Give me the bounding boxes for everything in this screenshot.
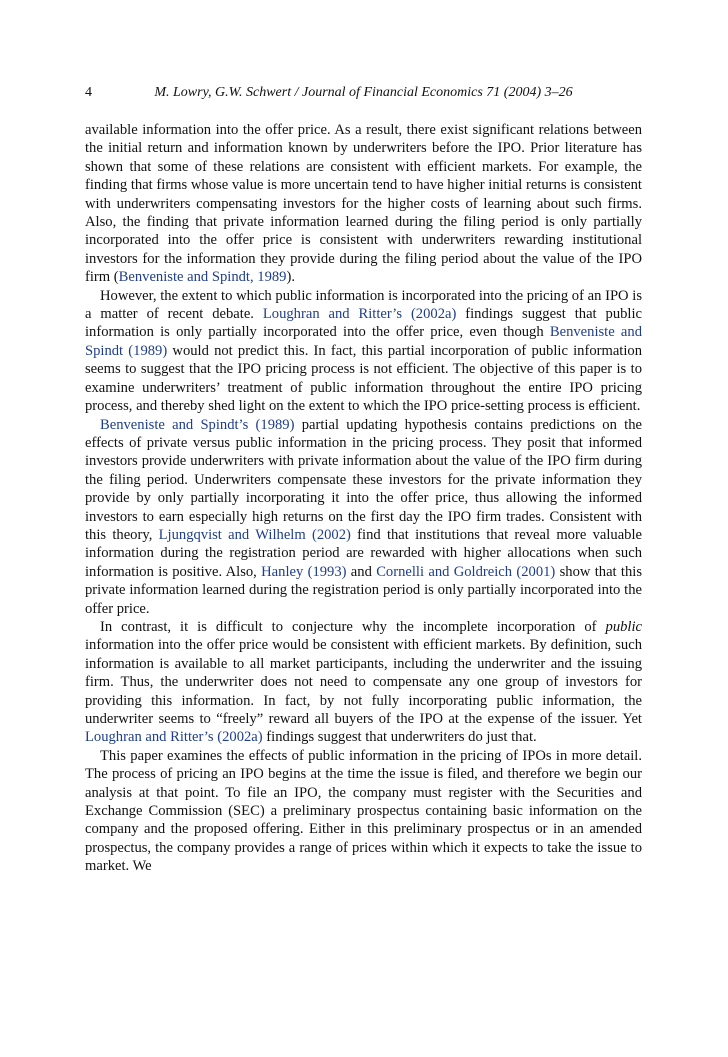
citation-link[interactable]: Cornelli and Goldreich (2001) (376, 563, 556, 580)
paragraph (85, 416, 642, 618)
body-text-run: In contrast, it is difficult to conjecture why the incomplete incorporation of (100, 618, 606, 635)
body-text-run: However, the extent to which public information is incorporated into the pricing of an IPO is a matter of recent debate. (85, 287, 642, 323)
body-text-run: show that this private information learned during the registration period is only partially incorporated into the offer price. (85, 563, 643, 617)
paragraph (85, 287, 642, 416)
citation-link[interactable]: Loughran and Ritter’s (2002a) (262, 306, 457, 323)
body-text-run: findings suggest that public information is only partially incorporated into the offer price, even though (85, 306, 642, 341)
citation-link[interactable]: Benveniste and Spindt (1989) (85, 324, 642, 359)
body-text-run: would not predict this. In fact, this partial incorporation of public information seems to suggest that the IPO pricing process is not efficient. The objective of this paper is to examine underwriters’ treatment of public information throughout the entire IPO pricing process, and thereby shed light on the extent to which the IPO price-setting process is efficient. (85, 342, 643, 415)
emphasis-text: public (605, 618, 642, 635)
running-header (85, 84, 642, 102)
body-text-run: partial updating hypothesis contains predictions on the effects of private versus public information in the pricing process. They posit that informed investors provide underwriters with private information about the value of the IPO firm during the filing period. Underwriters compensate these investors for the private information they provide by only partially incorporating it into the offer price, thus allowing the informed investors to earn especially high returns on the first day the IPO firm trades. Consistent with this theory, (85, 416, 642, 543)
body-text-run: information into the offer price would be consistent with efficient markets. By definition, such information is available to all market participants, including the underwriter and the issuing firm. Thus, the underwriter does not need to compensate any one group of investors for providing this information. In fact, by not fully incorporating public information, the underwriter seems to “freely” reward all buyers of the IPO at the expense of the issuer. Yet (85, 637, 642, 727)
body-text-run: available information into the offer price. As a result, there exist significant relations between the initial return and information known by underwriters before the IPO. Prior literature has shown that some of these relations are consistent with efficient markets. For example, the finding that firms whose value is more uncertain tend to have higher initial returns is consistent with underwriters compensating investors for the higher costs of learning about such firms. Also, the finding that private information learned during the filing period is only partially incorporated into the offer price is consistent with underwriters rewarding institutional investors for the information they provide during the filing period about the value of the IPO firm ( (85, 122, 642, 286)
body-text-run: ). (286, 269, 295, 286)
body-text-run: findings suggest that underwriters do just that. (262, 729, 537, 746)
citation-link[interactable]: Hanley (1993) (261, 563, 347, 580)
citation-link[interactable]: Benveniste and Spindt, 1989 (118, 269, 287, 286)
running-head: M. Lowry, G.W. Schwert / Journal of Financial Economics 71 (2004) 3–26 (154, 85, 573, 100)
body-text-run: find that institutions that reveal more valuable information during the registration period are rewarded with higher allocations when such information is positive. Also, (85, 526, 643, 580)
paragraph (85, 747, 642, 876)
article-body (85, 121, 642, 876)
body-text-run: This paper examines the effects of public information in the pricing of IPOs in more detail. The process of pricing an IPO begins at the time the issue is filed, and therefore we begin our analysis at that point. To file an IPO, the company must register with the Securities and Exchange Commission (SEC) a preliminary prospectus containing basic information on the company and the proposed offering. Either in this preliminary prospectus or in an amended prospectus, the company provides a range of prices within which it expects to take the issue to market. We (85, 747, 642, 875)
paragraph (85, 121, 642, 287)
body-text-run: and (346, 563, 377, 580)
paragraph (85, 618, 642, 747)
citation-link[interactable]: Ljungqvist and Wilhelm (2002) (158, 526, 351, 543)
page-number: 4 (85, 85, 92, 100)
citation-link[interactable]: Loughran and Ritter’s (2002a) (85, 729, 263, 746)
citation-link[interactable]: Benveniste and Spindt’s (1989) (100, 416, 295, 433)
